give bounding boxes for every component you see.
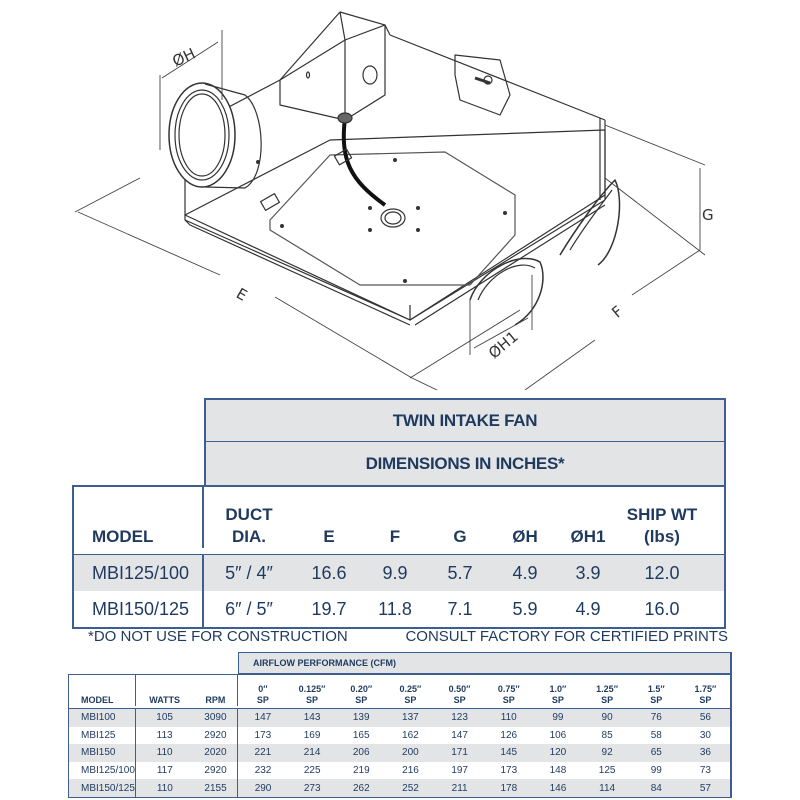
header-sp-050: 0.50″ SP [448, 684, 471, 705]
dimensions-table-title: TWIN INTAKE FAN [204, 398, 726, 442]
cell-f: 11.8 [378, 598, 412, 619]
airflow-rows [69, 709, 730, 797]
cell-watts: 110 [156, 782, 173, 794]
cell-model: MBI125 [69, 727, 136, 745]
cell-watts: 110 [156, 747, 173, 759]
cell-g: 7.1 [447, 598, 473, 619]
cell-cfm: 252 [402, 782, 419, 794]
cell-cfm: 137 [402, 712, 419, 724]
cell-cfm: 76 [650, 712, 662, 724]
table-row [69, 709, 730, 727]
cell-cfm: 173 [500, 765, 518, 777]
header-sp-0: 0″ SP [256, 684, 269, 705]
header-model: MODEL [74, 487, 204, 548]
cell-cfm: 110 [500, 712, 517, 724]
cell-oh: 4.9 [512, 562, 538, 583]
cell-cfm: 162 [402, 729, 419, 741]
cell-cfm: 219 [353, 765, 370, 777]
header-watts: WATTS [149, 695, 181, 705]
header-sp-020: 0.20″ SP [350, 684, 373, 705]
header-sp-125: 1.25″ SP [596, 684, 618, 705]
cell-cfm: 169 [303, 729, 321, 741]
cell-cfm: 126 [500, 729, 518, 741]
header-sp-175: 1.75″ SP [694, 684, 717, 705]
header-oh1: ØH1 [570, 527, 606, 546]
cell-e: 16.6 [311, 562, 347, 583]
cell-watts: 113 [156, 729, 173, 741]
cell-rpm: 2920 [194, 727, 239, 745]
cell-cfm: 73 [699, 765, 711, 777]
airflow-header-row [69, 675, 730, 709]
dim-label-g: G [702, 206, 714, 224]
cell-cfm: 148 [549, 765, 567, 777]
dim-label-e: E [233, 284, 251, 305]
cell-cfm: 57 [699, 782, 711, 794]
dimensions-table-subtitle: DIMENSIONS IN INCHES* [204, 442, 726, 485]
table-row [69, 779, 730, 797]
header-model: MODEL [69, 675, 136, 706]
header-f: F [389, 527, 401, 546]
cell-cfm: 106 [549, 729, 567, 741]
cell-cfm: 65 [650, 747, 662, 759]
notes [88, 628, 728, 645]
cell-cfm: 114 [599, 782, 616, 794]
cell-cfm: 206 [352, 747, 370, 759]
cell-cfm: 178 [500, 782, 518, 794]
cell-cfm: 165 [352, 729, 370, 741]
cell-cfm: 200 [402, 747, 419, 759]
cell-oh: 5.9 [512, 598, 538, 619]
cell-cfm: 143 [303, 712, 321, 724]
table-row [69, 727, 730, 745]
airflow-table-body [68, 674, 732, 798]
cell-watts: 117 [156, 765, 173, 777]
cell-cfm: 36 [699, 747, 711, 759]
cell-oh1: 4.9 [575, 598, 601, 619]
cell-model: MBI125/100 [69, 762, 136, 780]
cell-cfm: 147 [254, 712, 272, 724]
dim-label-oh1: ØH1 [485, 327, 522, 363]
dim-label-oh: ØH [169, 44, 199, 71]
header-e: E [323, 527, 335, 546]
cell-rpm: 3090 [194, 709, 239, 727]
cell-wt: 16.0 [644, 598, 680, 619]
cell-cfm: 273 [303, 782, 321, 794]
cell-model: MBI150/125 [74, 591, 204, 627]
cell-cfm: 173 [254, 729, 272, 741]
dimensions-header-row [74, 487, 724, 555]
cell-cfm: 56 [699, 712, 711, 724]
header-sp-0125: 0.125″ SP [298, 684, 326, 705]
cell-cfm: 120 [549, 747, 567, 759]
cell-cfm: 147 [451, 729, 468, 741]
cell-cfm: 92 [601, 747, 613, 759]
cell-cfm: 232 [254, 765, 272, 777]
cell-cfm: 262 [353, 782, 370, 794]
cell-cfm: 146 [549, 782, 567, 794]
cell-cfm: 85 [601, 729, 613, 741]
cell-model: MBI150/125 [69, 779, 136, 797]
header-sp-10: 1.0″ SP [549, 684, 567, 705]
cell-duct: 6″ / 5″ [225, 598, 273, 619]
cell-cfm: 225 [303, 765, 321, 777]
cell-duct: 5″ / 4″ [225, 562, 273, 583]
dim-label-f: F [608, 302, 627, 322]
cell-cfm: 30 [699, 729, 711, 741]
header-rpm: RPM [194, 675, 239, 706]
cell-rpm: 2020 [194, 744, 239, 762]
table-row [69, 744, 730, 762]
cell-model: MBI150 [69, 744, 136, 762]
cell-cfm: 125 [598, 765, 616, 777]
note-construction: *DO NOT USE FOR CONSTRUCTION [88, 628, 348, 645]
header-sp-15: 1.5″ SP [647, 684, 665, 705]
cell-watts: 105 [156, 712, 173, 724]
cell-model: MBI125/100 [74, 555, 204, 591]
cell-rpm: 2155 [194, 779, 239, 797]
header-duct-dia: DUCT DIA. [225, 505, 273, 546]
cell-cfm: 139 [352, 712, 370, 724]
airflow-table-title: AIRFLOW PERFORMANCE (CFM) [238, 652, 732, 674]
cell-cfm: 99 [650, 765, 662, 777]
cell-cfm: 123 [451, 712, 468, 724]
cell-cfm: 221 [254, 747, 272, 759]
cell-rpm: 2920 [194, 762, 239, 780]
cell-g: 5.7 [447, 562, 473, 583]
cell-e: 19.7 [311, 598, 347, 619]
header-oh: ØH [512, 527, 538, 546]
table-row [69, 762, 730, 780]
cell-cfm: 214 [303, 747, 321, 759]
cell-model: MBI100 [69, 709, 136, 727]
cell-cfm: 197 [451, 765, 468, 777]
header-g: G [453, 527, 467, 546]
dimensions-table-body [72, 485, 726, 629]
cell-oh1: 3.9 [575, 562, 601, 583]
table-row [74, 591, 724, 627]
cell-wt: 12.0 [644, 562, 680, 583]
table-row [74, 555, 724, 591]
cell-cfm: 145 [500, 747, 518, 759]
header-sp-075: 0.75″ SP [497, 684, 520, 705]
cell-cfm: 290 [254, 782, 272, 794]
note-certified-prints: CONSULT FACTORY FOR CERTIFIED PRINTS [405, 628, 728, 645]
header-sp-025: 0.25″ SP [399, 684, 422, 705]
cell-cfm: 58 [650, 729, 662, 741]
header-ship-wt: SHIP WT (lbs) [626, 505, 698, 546]
cell-cfm: 84 [650, 782, 662, 794]
cell-cfm: 90 [601, 712, 613, 724]
cell-cfm: 211 [451, 782, 468, 794]
cell-cfm: 99 [552, 712, 564, 724]
cell-cfm: 216 [402, 765, 419, 777]
cell-cfm: 171 [451, 747, 468, 759]
fan-technical-drawing [0, 0, 800, 390]
cell-f: 9.9 [382, 562, 408, 583]
